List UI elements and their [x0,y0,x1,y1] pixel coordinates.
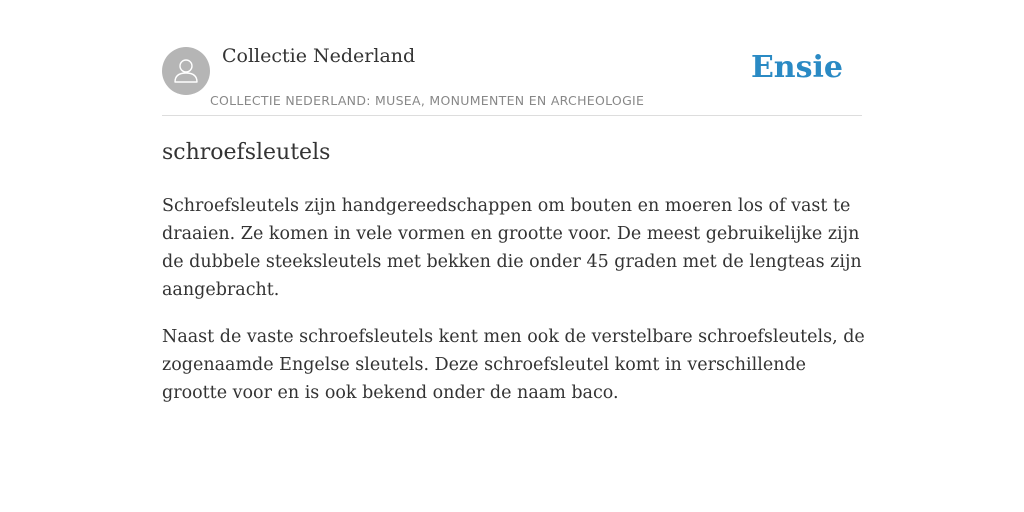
author-subtitle: COLLECTIE NEDERLAND: MUSEA, MONUMENTEN EN ARCHEOLOGIE [210,93,645,108]
body-paragraph: Schroefsleutels zijn handgereedschappen om bouten en moeren los of vast te draaien. Ze komen in vele vormen en grootte voor. De meest gebruikelijke zijn de dubbele steeksleutels met bekken die onder 45 graden met de lengteas zijn aangebracht. [162,196,862,300]
body-paragraph: Naast de vaste schroefsleutels kent men ook de verstelbare schroefsleutels, de zogenaamde Engelse sleutels. Deze schroefsleutel komt in verschillende grootte voor en is ook bekend onder de naam baco. [162,327,865,403]
entry-body [162,192,872,426]
entry-header [162,0,862,116]
author-avatar[interactable] [162,47,210,95]
user-icon [162,47,210,95]
author-name[interactable]: Collectie Nederland [222,45,416,67]
page-title: schroefsleutels [162,140,331,165]
ensie-logo[interactable]: Ensie [750,50,843,85]
entry-page [162,0,865,403]
